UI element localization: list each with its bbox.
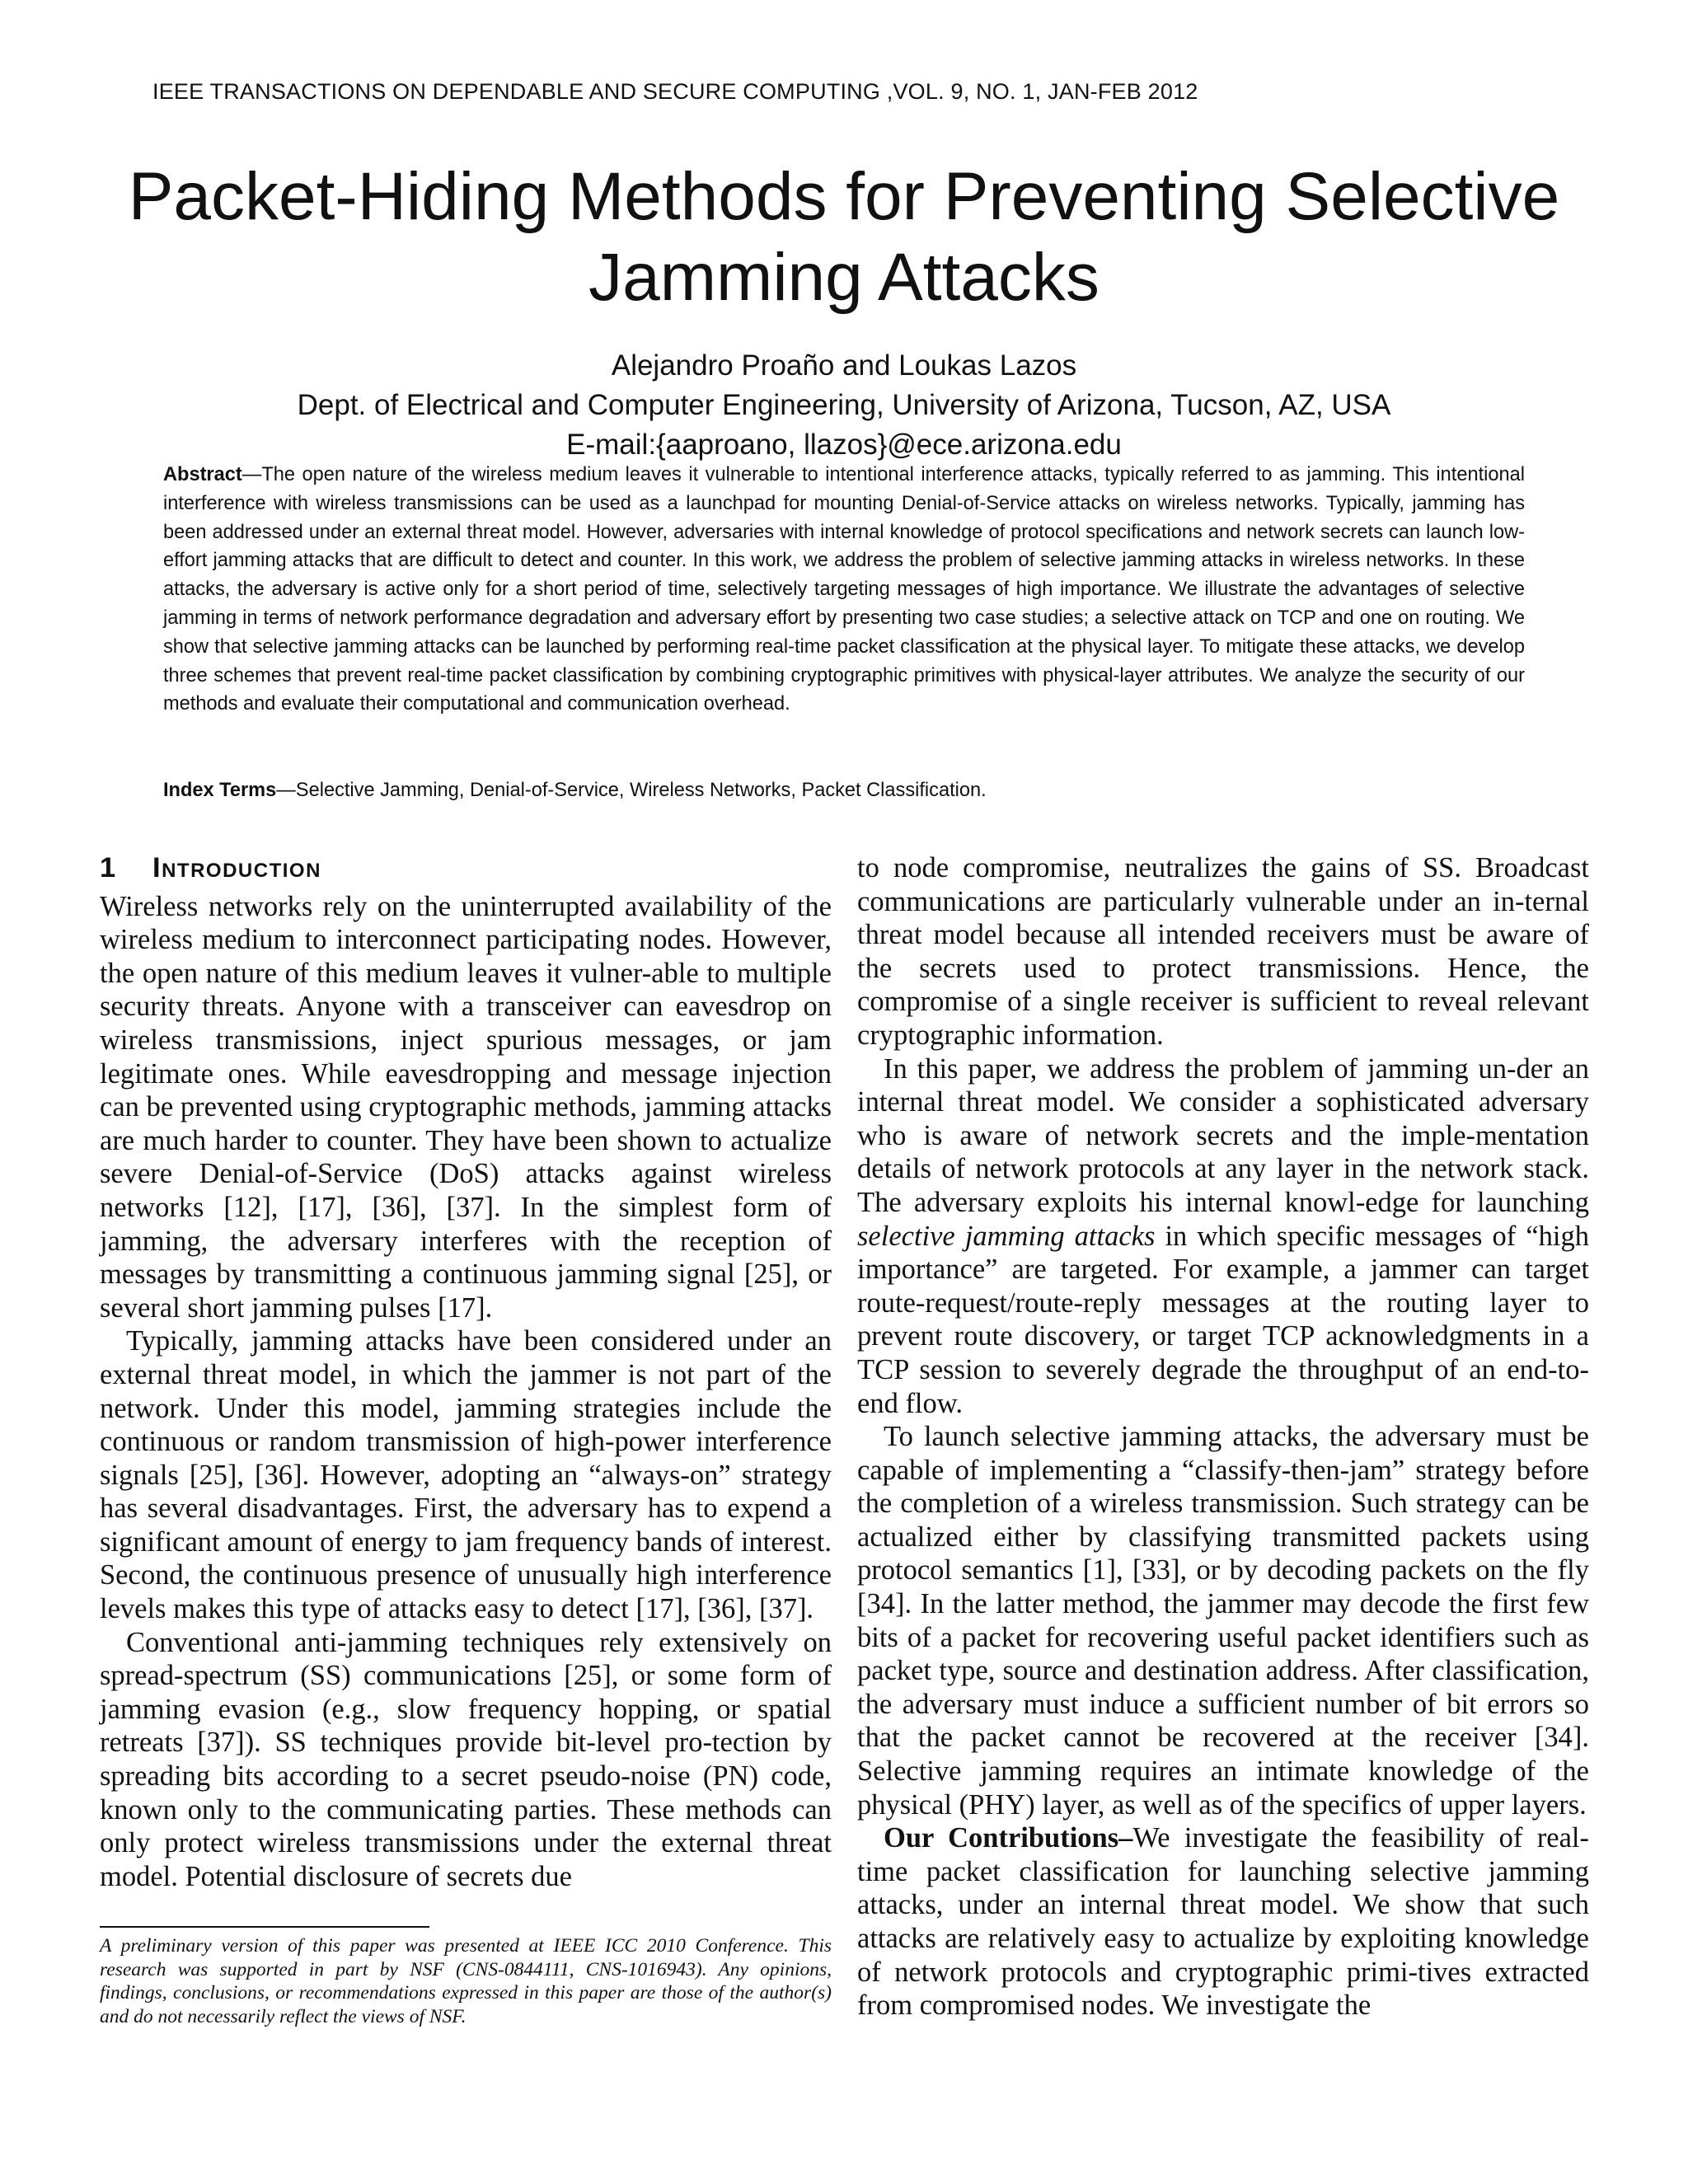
- paragraph-text: In this paper, we address the problem of jamming un-der an internal threat model. We consider a sophisticated adversary who is aware of network secrets and the imple-mentation details of network protocols at any layer in the network stack. The adversary exploits his internal knowl-edge for launching: [857, 1052, 1589, 1218]
- title-line-2: Jamming Attacks: [588, 240, 1100, 315]
- paragraph-text: in which specific messages of “high importance” are targeted. For example, a jammer can target route-request/route-reply messages at the routing layer to prevent route discovery, or target TCP acknowledgments in a TCP session to severely degrade the throughput of an end-to-end flow.: [857, 1220, 1589, 1419]
- paragraph: Conventional anti-jamming techniques rely extensively on spread-spectrum (SS) communications [25], or some form of jamming evasion (e.g., slow frequency hopping, or spatial retreats [37]). SS techniques provide bit-level pro-tection by spreading bits according to a secret pseudo-noise (PN) code, known only to the communicating parties. These methods can only protect wireless transmissions under the external threat model. Potential disclosure of secrets due: [100, 1626, 832, 1892]
- title-line-1: Packet-Hiding Methods for Preventing Selective: [128, 159, 1560, 234]
- author-names: Alejandro Proaño and Loukas Lazos: [611, 349, 1077, 382]
- index-terms-label: Index Terms: [163, 780, 277, 801]
- abstract-label: Abstract: [163, 464, 242, 485]
- paragraph: to node compromise, neutralizes the gains of SS. Broadcast communications are particularly vulnerable under an in-ternal threat model because all intended receivers must be aware of the secrets used to protect transmissions. Hence, the compromise of a single receiver is sufficient to reveal relevant cryptographic information.: [857, 852, 1589, 1051]
- left-column: [100, 851, 832, 1893]
- abstract-text: —The open nature of the wireless medium leaves it vulnerable to intentional interference attacks, typically referred to as jamming. This intentional interference with wireless transmissions can be used as a launchpad for mounting Denial-of-Service attacks on wireless networks. Typically, jamming has been addressed under an external threat model. However, adversaries with internal knowledge of protocol specifications and network secrets can launch low-effort jamming attacks that are difficult to detect and counter. In this work, we address the problem of selective jamming attacks in wireless networks. In these attacks, the adversary is active only for a short period of time, selectively targeting messages of high importance. We illustrate the advantages of selective jamming in terms of network performance degradation and adversary effort by presenting two case studies; a selective attack on TCP and one on routing. We show that selective jamming attacks can be launched by performing real-time packet classification at the physical layer. To mitigate these attacks, we develop three schemes that prevent real-time packet classification by combining cryptographic primitives with physical-layer attributes. We analyze the security of our methods and evaluate their computational and communication overhead.: [163, 464, 1525, 715]
- paragraph: [857, 1052, 1589, 1421]
- footnote-divider: [100, 1926, 429, 1928]
- right-column: [857, 851, 1589, 2022]
- section-number: 1: [100, 852, 116, 883]
- run-in-heading: Our Contributions–: [884, 1822, 1133, 1854]
- paragraph: Typically, jamming attacks have been considered under an external threat model, in which the jammer is not part of the network. Under this model, jamming strategies include the continuous or random transmission of high-power interference signals [25], [36]. However, adopting an “always-on” strategy has several disadvantages. First, the adversary has to expend a significant amount of energy to jam frequency bands of interest. Second, the continuous presence of unusually high interference levels makes this type of attacks easy to detect [17], [36], [37].: [100, 1325, 832, 1625]
- abstract: [163, 461, 1525, 719]
- running-head: IEEE TRANSACTIONS ON DEPENDABLE AND SECURE COMPUTING ,VOL. 9, NO. 1, JAN-FEB 2012: [152, 79, 1198, 104]
- footnote: A preliminary version of this paper was presented at IEEE ICC 2010 Conference. This research was supported in part by NSF (CNS-0844111, CNS-1016943). Any opinions, findings, conclusions, or recommendations expressed in this paper are those of the author(s) and do not necessarily reflect the views of NSF.: [100, 1935, 832, 2027]
- section-title: Introduction: [152, 852, 321, 883]
- index-terms: [163, 776, 1525, 805]
- affiliation: Dept. of Electrical and Computer Engineering, University of Arizona, Tucson, AZ, USA: [297, 389, 1391, 421]
- paragraph-text: We investigate the feasibility of real-time packet classification for launching selective jamming attacks, under an internal threat model. We show that such attacks are relatively easy to actualize by exploiting knowledge of network protocols and cryptographic primi-tives extracted from compromised nodes. We investigate the: [857, 1822, 1590, 2022]
- author-email: E-mail:{aaproano, llazos}@ece.arizona.edu: [566, 429, 1122, 461]
- author-block: [82, 346, 1606, 465]
- section-heading: [100, 851, 832, 885]
- paragraph: Wireless networks rely on the uninterrupted availability of the wireless medium to interconnect participating nodes. However, the open nature of this medium leaves it vulner-able to multiple security threats. Anyone with a transceiver can eavesdrop on wireless transmissions, inject spurious messages, or jam legitimate ones. While eavesdropping and message injection can be prevented using cryptographic methods, jamming attacks are much harder to counter. They have been shown to actualize severe Denial-of-Service (DoS) attacks against wireless networks [12], [17], [36], [37]. In the simplest form of jamming, the adversary interferes with the reception of messages by transmitting a continuous jamming signal [25], or several short jamming pulses [17].: [100, 890, 832, 1324]
- index-terms-text: —Selective Jamming, Denial-of-Service, Wireless Networks, Packet Classification.: [276, 780, 987, 801]
- paper-title: [82, 157, 1606, 318]
- emphasized-term: selective jamming attacks: [857, 1220, 1156, 1252]
- paragraph: To launch selective jamming attacks, the adversary must be capable of implementing a “classify-then-jam” strategy before the completion of a wireless transmission. Such strategy can be actualized either by classifying transmitted packets using protocol semantics [1], [33], or by decoding packets on the fly [34]. In the latter method, the jammer may decode the first few bits of a packet for recovering useful packet identifiers such as packet type, source and destination address. After classification, the adversary must induce a sufficient number of bit errors so that the packet cannot be recovered at the receiver [34]. Selective jamming requires an intimate knowledge of the physical (PHY) layer, as well as of the specifics of upper layers.: [857, 1421, 1589, 1821]
- paragraph: [857, 1821, 1589, 2022]
